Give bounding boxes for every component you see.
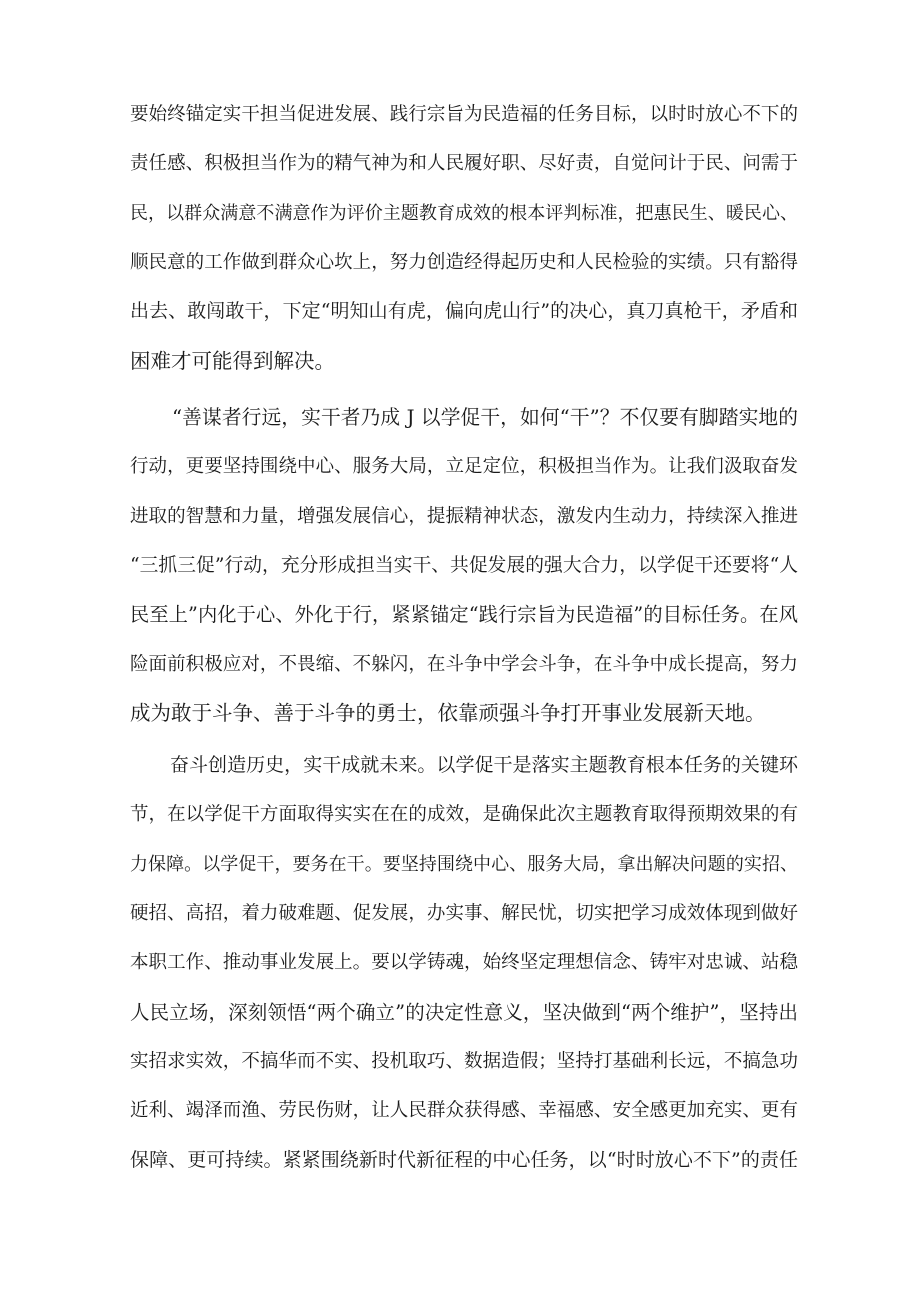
text-line: 出去、敢闯敢干，下定“明知山有虎，偏向虎山行”的决心，真刀真枪干，矛盾和	[130, 300, 798, 323]
text-line: 民，以群众满意不满意作为评价主题教育成效的根本评判标准，把惠民生、暖民心、	[130, 202, 798, 224]
text-line: 成为敢于斗争、善于斗争的勇士，依靠顽强斗争打开事业发展新天地。	[130, 701, 766, 726]
text-line: 顺民意的工作做到群众心坎上，努力创造经得起历史和人民检验的实绩。只有豁得	[130, 252, 798, 274]
paragraph-1	[130, 90, 798, 386]
text-line: 保障、更可持续。紧紧围绕新时代新征程的中心任务，以“时时放心不下”的责任	[130, 1148, 798, 1171]
text-line: 险面前积极应对，不畏缩、不躲闪，在斗争中学会斗争，在斗争中成长提高，努力	[130, 653, 798, 675]
text-line: 要始终锚定实干担当促进发展、践行宗旨为民造福的任务目标，以时时放心不下的	[130, 104, 798, 125]
text-line: 节，在以学促干方面取得实实在在的成效，是确保此次主题教育取得预期效果的有	[130, 804, 798, 826]
text-line: 进取的智慧和力量，增强发展信心，提振精神状态，激发内生动力，持续深入推进	[130, 505, 798, 527]
text-line: “善谋者行远，实干者乃成 J 以学促干，如何“干”？不仅要有脚踏实地的	[172, 406, 798, 429]
text-line: 困难才可能得到解决。	[130, 348, 335, 373]
text-line: 责任感、积极担当作为的精气神为和人民履好职、尽好责，自觉问计于民、问需于	[130, 153, 798, 175]
text-line: 奋斗创造历史，实干成就未来。以学促干是落实主题教育根本任务的关键环	[170, 754, 798, 776]
paragraph-2	[130, 393, 798, 738]
text-line: 实招求实效，不搞华而不实、投机取巧、数据造假；坚持打基础利长远，不搞急功	[130, 1051, 798, 1073]
text-line: 民至上”内化于心、外化于行，紧紧锚定“践行宗旨为民造福”的目标任务。在风	[130, 603, 798, 627]
text-line: 近利、竭泽而渔、劳民伤财，让人民群众获得感、幸福感、安全感更加充实、更有	[130, 1100, 798, 1122]
text-line: 硬招、高招，着力破难题、促发展，办实事、解民忧，切实把学习成效体现到做好	[130, 903, 798, 925]
paragraph-3	[130, 741, 798, 1185]
text-line: 本职工作、推动事业发展上。要以学铸魂，始终坚定理想信念、铸牢对忠诚、站稳	[130, 952, 798, 974]
text-line: 行动，更要坚持围绕中心、服务大局，立足定位，积极担当作为。让我们汲取奋发	[130, 456, 798, 478]
text-line: “三抓三促”行动，充分形成担当实干、共促发展的强大合力，以学促干还要将“人	[130, 555, 798, 577]
text-line: 力保障。以学促干，要务在干。要坚持围绕中心、服务大局，拿出解决问题的实招、	[130, 853, 798, 875]
text-line: 人民立场，深刻领悟“两个确立”的决定性意义，坚决做到“两个维护”，坚持出	[130, 1000, 798, 1024]
